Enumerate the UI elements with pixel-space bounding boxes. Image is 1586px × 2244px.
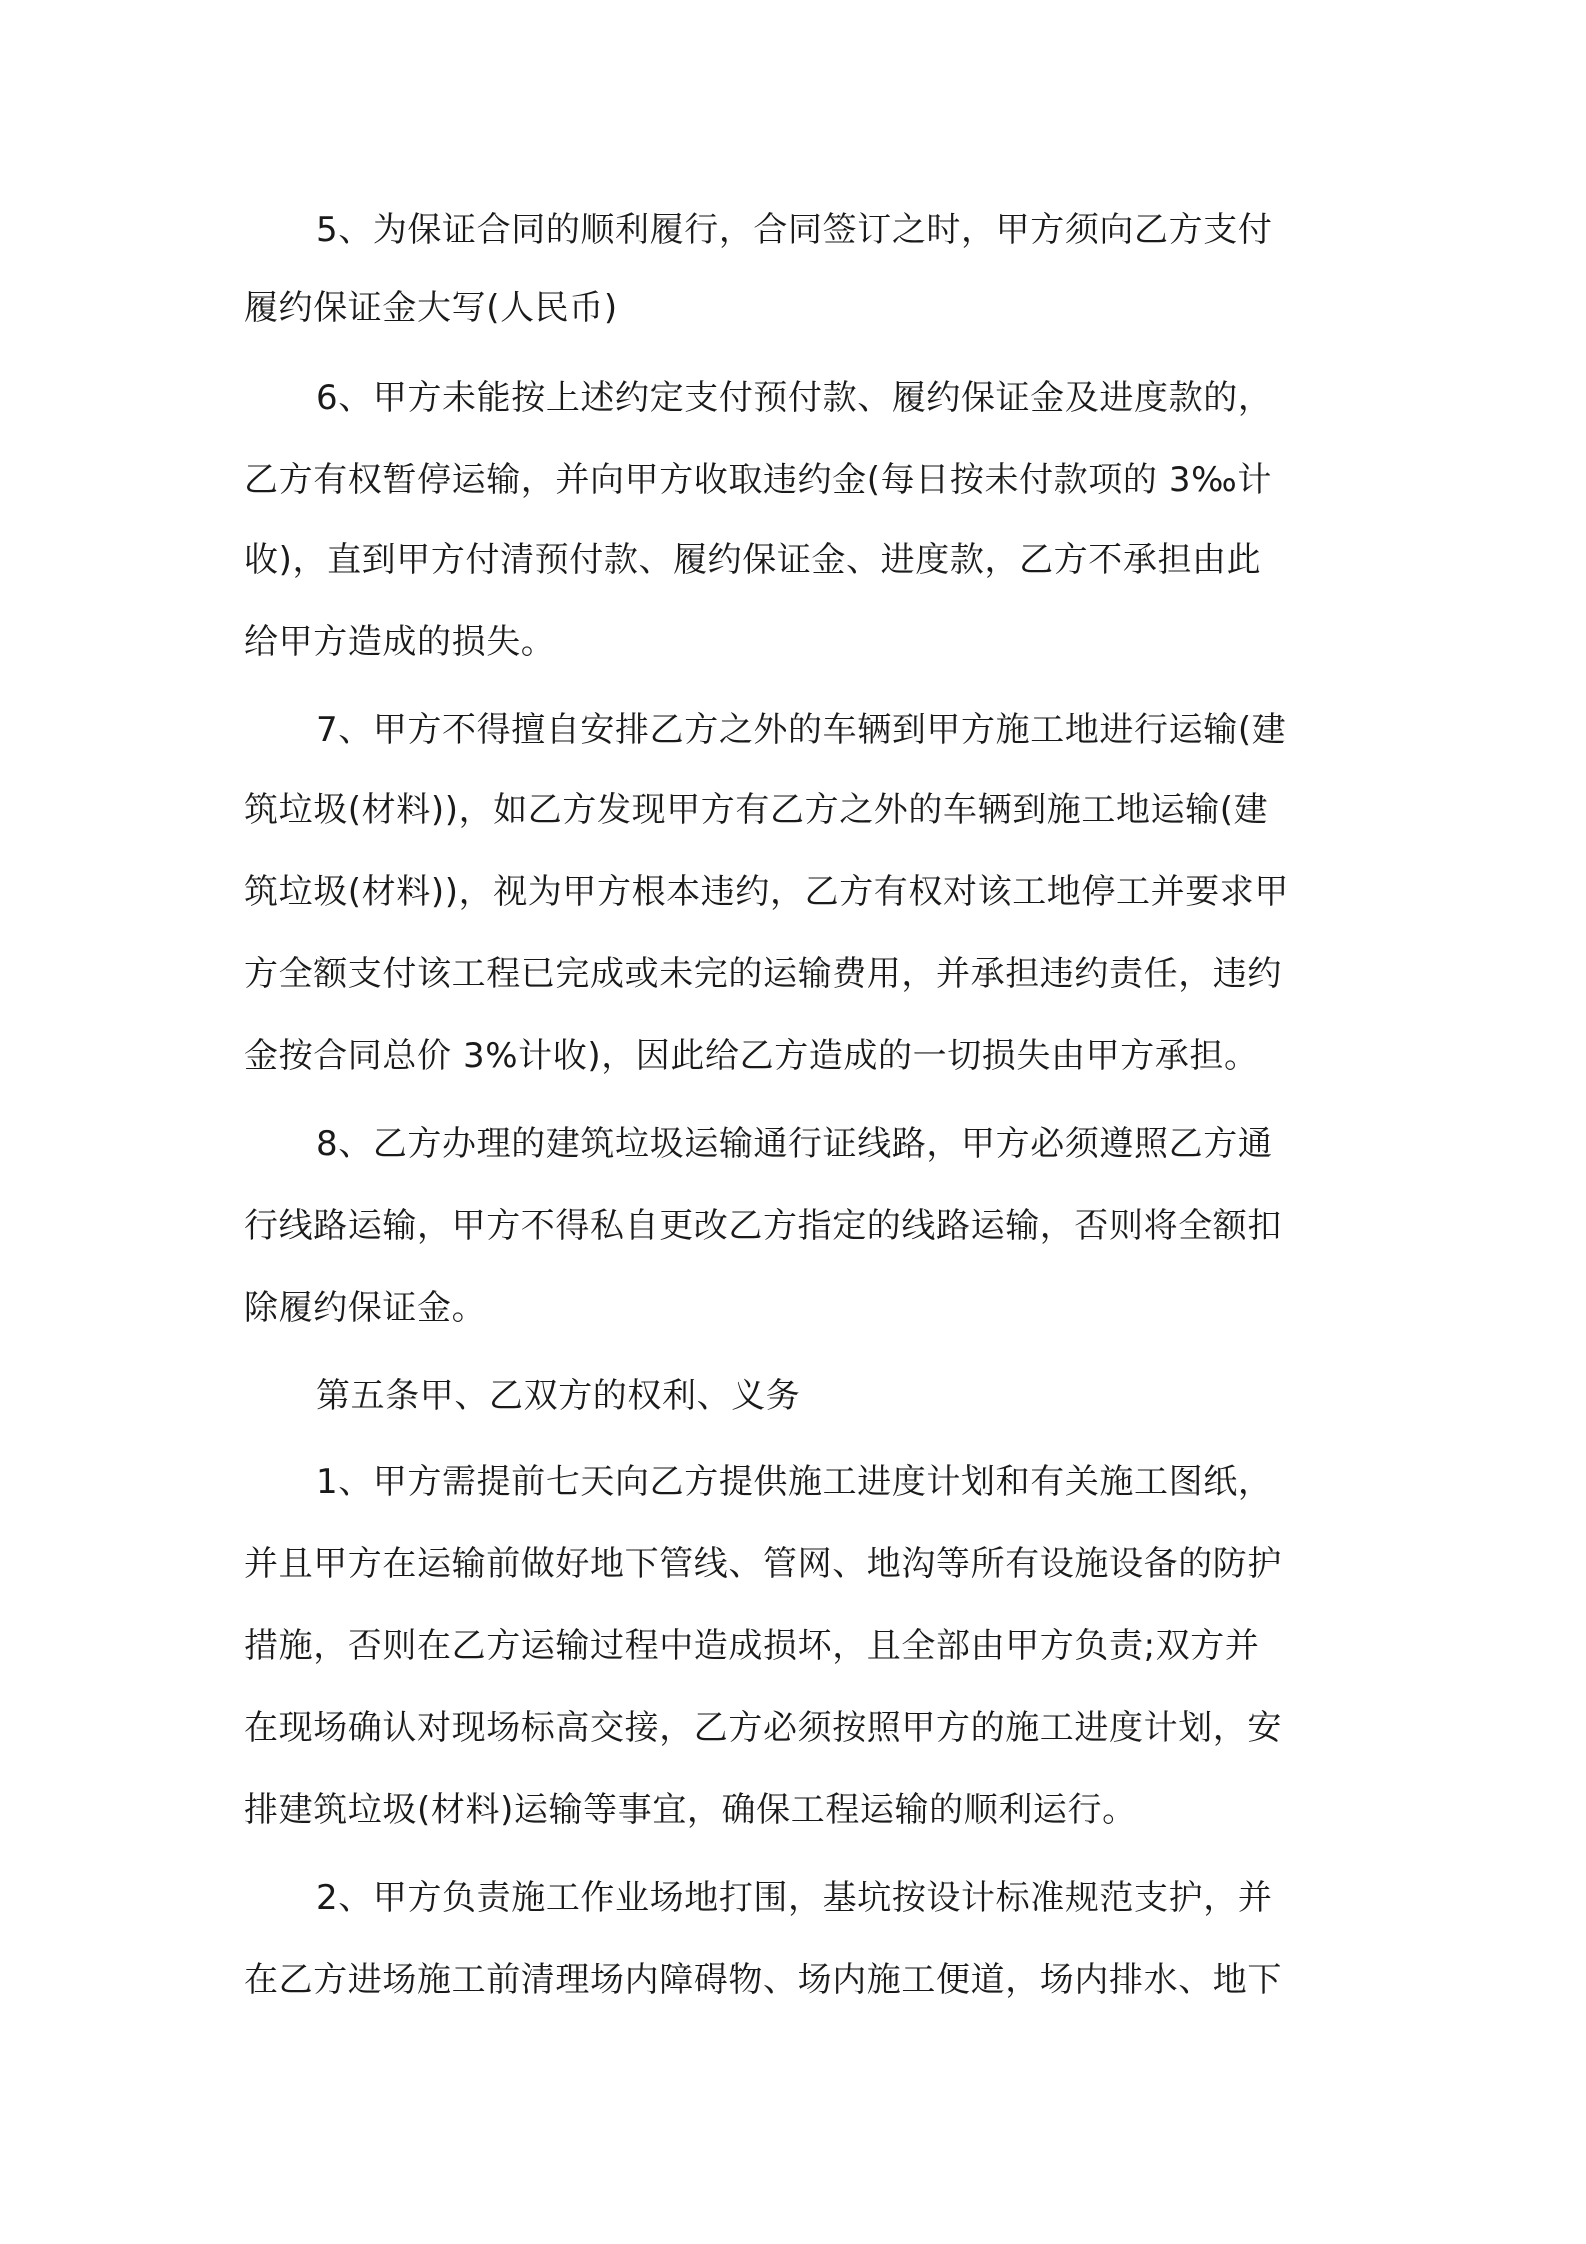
text-line: 行线路运输，甲方不得私自更改乙方指定的线路运输，否则将全额扣 <box>244 1206 1282 1246</box>
text-line: 乙方有权暂停运输，并向甲方收取违约金(每日按未付款项的 3‰计 <box>244 460 1272 500</box>
text-line: 给甲方造成的损失。 <box>244 622 556 662</box>
text-line: 7、甲方不得擅自安排乙方之外的车辆到甲方施工地进行运输(建 <box>316 710 1287 750</box>
text-line: 排建筑垃圾(材料)运输等事宜，确保工程运输的顺利运行。 <box>244 1790 1137 1830</box>
text-line: 收)，直到甲方付清预付款、履约保证金、进度款，乙方不承担由此 <box>244 540 1262 580</box>
text-line: 2、甲方负责施工作业场地打围，基坑按设计标准规范支护，并 <box>316 1878 1273 1918</box>
text-line: 除履约保证金。 <box>244 1288 487 1328</box>
text-line: 1、甲方需提前七天向乙方提供施工进度计划和有关施工图纸， <box>316 1462 1273 1502</box>
text-line: 履约保证金大写(人民币) <box>244 288 618 328</box>
text-line: 并且甲方在运输前做好地下管线、管网、地沟等所有设施设备的防护 <box>244 1544 1282 1584</box>
text-line: 金按合同总价 3%计收)，因此给乙方造成的一切损失由甲方承担。 <box>244 1036 1259 1076</box>
text-line: 筑垃圾(材料))，如乙方发现甲方有乙方之外的车辆到施工地运输(建 <box>244 790 1269 830</box>
text-line: 方全额支付该工程已完成或未完的运输费用，并承担违约责任，违约 <box>244 954 1282 994</box>
text-line: 在现场确认对现场标高交接，乙方必须按照甲方的施工进度计划，安 <box>244 1708 1282 1748</box>
text-line: 在乙方进场施工前清理场内障碍物、场内施工便道，场内排水、地下 <box>244 1960 1282 2000</box>
text-line: 措施，否则在乙方运输过程中造成损坏，且全部由甲方负责;双方并 <box>244 1626 1260 1666</box>
text-line: 6、甲方未能按上述约定支付预付款、履约保证金及进度款的， <box>316 378 1273 418</box>
section-heading: 第五条甲、乙双方的权利、义务 <box>316 1376 801 1416</box>
text-line: 5、为保证合同的顺利履行，合同签订之时，甲方须向乙方支付 <box>316 210 1273 250</box>
text-line: 8、乙方办理的建筑垃圾运输通行证线路，甲方必须遵照乙方通 <box>316 1124 1273 1164</box>
text-line: 筑垃圾(材料))，视为甲方根本违约，乙方有权对该工地停工并要求甲 <box>244 872 1289 912</box>
